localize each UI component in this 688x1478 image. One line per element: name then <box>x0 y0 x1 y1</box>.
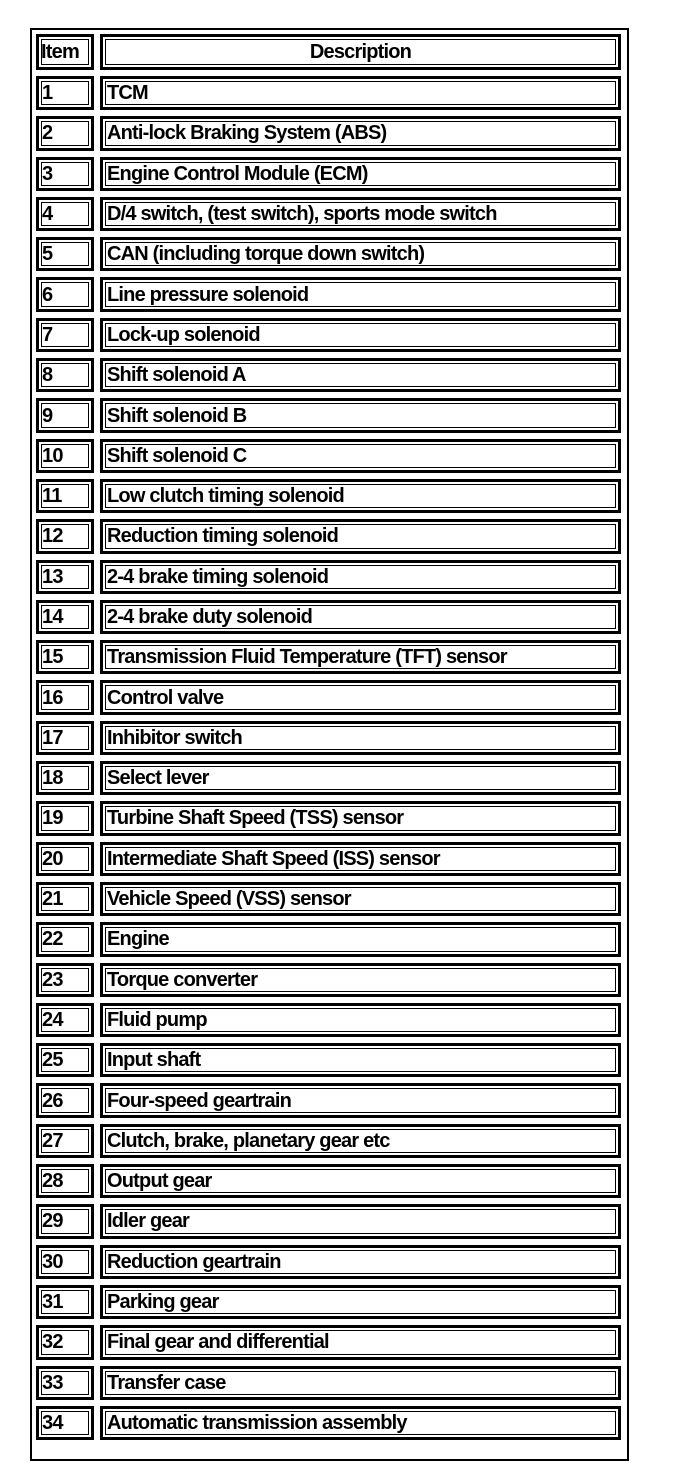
table-cell-item: 4 <box>36 197 94 231</box>
table-cell-description: Automatic transmission assembly <box>100 1406 621 1440</box>
table-cell-description: Final gear and differential <box>100 1325 621 1359</box>
table-cell-item: 11 <box>36 479 94 513</box>
table-cell-item: 27 <box>36 1124 94 1158</box>
table-cell-description: Shift solenoid B <box>100 398 621 432</box>
table-cell-item: 2 <box>36 116 94 150</box>
table-cell-description: Transmission Fluid Temperature (TFT) sensor <box>100 640 621 674</box>
table-cell-description: Transfer case <box>100 1366 621 1400</box>
table-cell-description: Inhibitor switch <box>100 721 621 755</box>
table-cell-item: 30 <box>36 1245 94 1279</box>
table-cell-item: 17 <box>36 721 94 755</box>
table-cell-item: 20 <box>36 842 94 876</box>
header-item: Item <box>36 34 94 70</box>
table-grid <box>36 34 623 1440</box>
table-cell-description: TCM <box>100 76 621 110</box>
table-cell-description: Fluid pump <box>100 1003 621 1037</box>
table-cell-item: 23 <box>36 963 94 997</box>
table-cell-item: 33 <box>36 1366 94 1400</box>
table-cell-description: Reduction timing solenoid <box>100 519 621 553</box>
table-cell-item: 34 <box>36 1406 94 1440</box>
table-cell-item: 5 <box>36 237 94 271</box>
table-cell-description: Vehicle Speed (VSS) sensor <box>100 882 621 916</box>
table-cell-description: Turbine Shaft Speed (TSS) sensor <box>100 801 621 835</box>
table-cell-item: 32 <box>36 1325 94 1359</box>
table-cell-item: 29 <box>36 1204 94 1238</box>
table-cell-description: Clutch, brake, planetary gear etc <box>100 1124 621 1158</box>
table-cell-item: 28 <box>36 1164 94 1198</box>
component-table <box>30 28 629 1461</box>
table-cell-item: 7 <box>36 318 94 352</box>
table-cell-description: Parking gear <box>100 1285 621 1319</box>
table-cell-description: Anti-lock Braking System (ABS) <box>100 116 621 150</box>
table-cell-item: 22 <box>36 922 94 956</box>
table-cell-item: 18 <box>36 761 94 795</box>
table-cell-item: 14 <box>36 600 94 634</box>
table-cell-item: 24 <box>36 1003 94 1037</box>
table-cell-item: 13 <box>36 560 94 594</box>
table-cell-item: 15 <box>36 640 94 674</box>
table-cell-item: 8 <box>36 358 94 392</box>
table-cell-item: 10 <box>36 439 94 473</box>
table-cell-description: Torque converter <box>100 963 621 997</box>
table-cell-item: 26 <box>36 1083 94 1117</box>
table-cell-description: Control valve <box>100 680 621 714</box>
table-cell-description: D/4 switch, (test switch), sports mode switch <box>100 197 621 231</box>
table-cell-item: 21 <box>36 882 94 916</box>
table-cell-description: Four-speed geartrain <box>100 1083 621 1117</box>
header-description: Description <box>100 34 621 70</box>
table-cell-description: Line pressure solenoid <box>100 277 621 311</box>
table-cell-description: Idler gear <box>100 1204 621 1238</box>
table-cell-item: 1 <box>36 76 94 110</box>
table-cell-item: 25 <box>36 1043 94 1077</box>
table-cell-description: Shift solenoid C <box>100 439 621 473</box>
table-cell-item: 6 <box>36 277 94 311</box>
table-cell-item: 19 <box>36 801 94 835</box>
table-cell-description: Shift solenoid A <box>100 358 621 392</box>
table-cell-description: 2-4 brake timing solenoid <box>100 560 621 594</box>
table-cell-item: 9 <box>36 398 94 432</box>
table-cell-description: CAN (including torque down switch) <box>100 237 621 271</box>
table-cell-item: 16 <box>36 680 94 714</box>
table-cell-description: Select lever <box>100 761 621 795</box>
table-cell-description: Output gear <box>100 1164 621 1198</box>
table-cell-description: Intermediate Shaft Speed (ISS) sensor <box>100 842 621 876</box>
table-cell-item: 12 <box>36 519 94 553</box>
table-cell-description: 2-4 brake duty solenoid <box>100 600 621 634</box>
table-cell-description: Input shaft <box>100 1043 621 1077</box>
table-cell-description: Lock-up solenoid <box>100 318 621 352</box>
table-cell-description: Reduction geartrain <box>100 1245 621 1279</box>
table-cell-description: Engine <box>100 922 621 956</box>
table-cell-item: 3 <box>36 157 94 191</box>
table-cell-description: Low clutch timing solenoid <box>100 479 621 513</box>
table-cell-item: 31 <box>36 1285 94 1319</box>
table-cell-description: Engine Control Module (ECM) <box>100 157 621 191</box>
